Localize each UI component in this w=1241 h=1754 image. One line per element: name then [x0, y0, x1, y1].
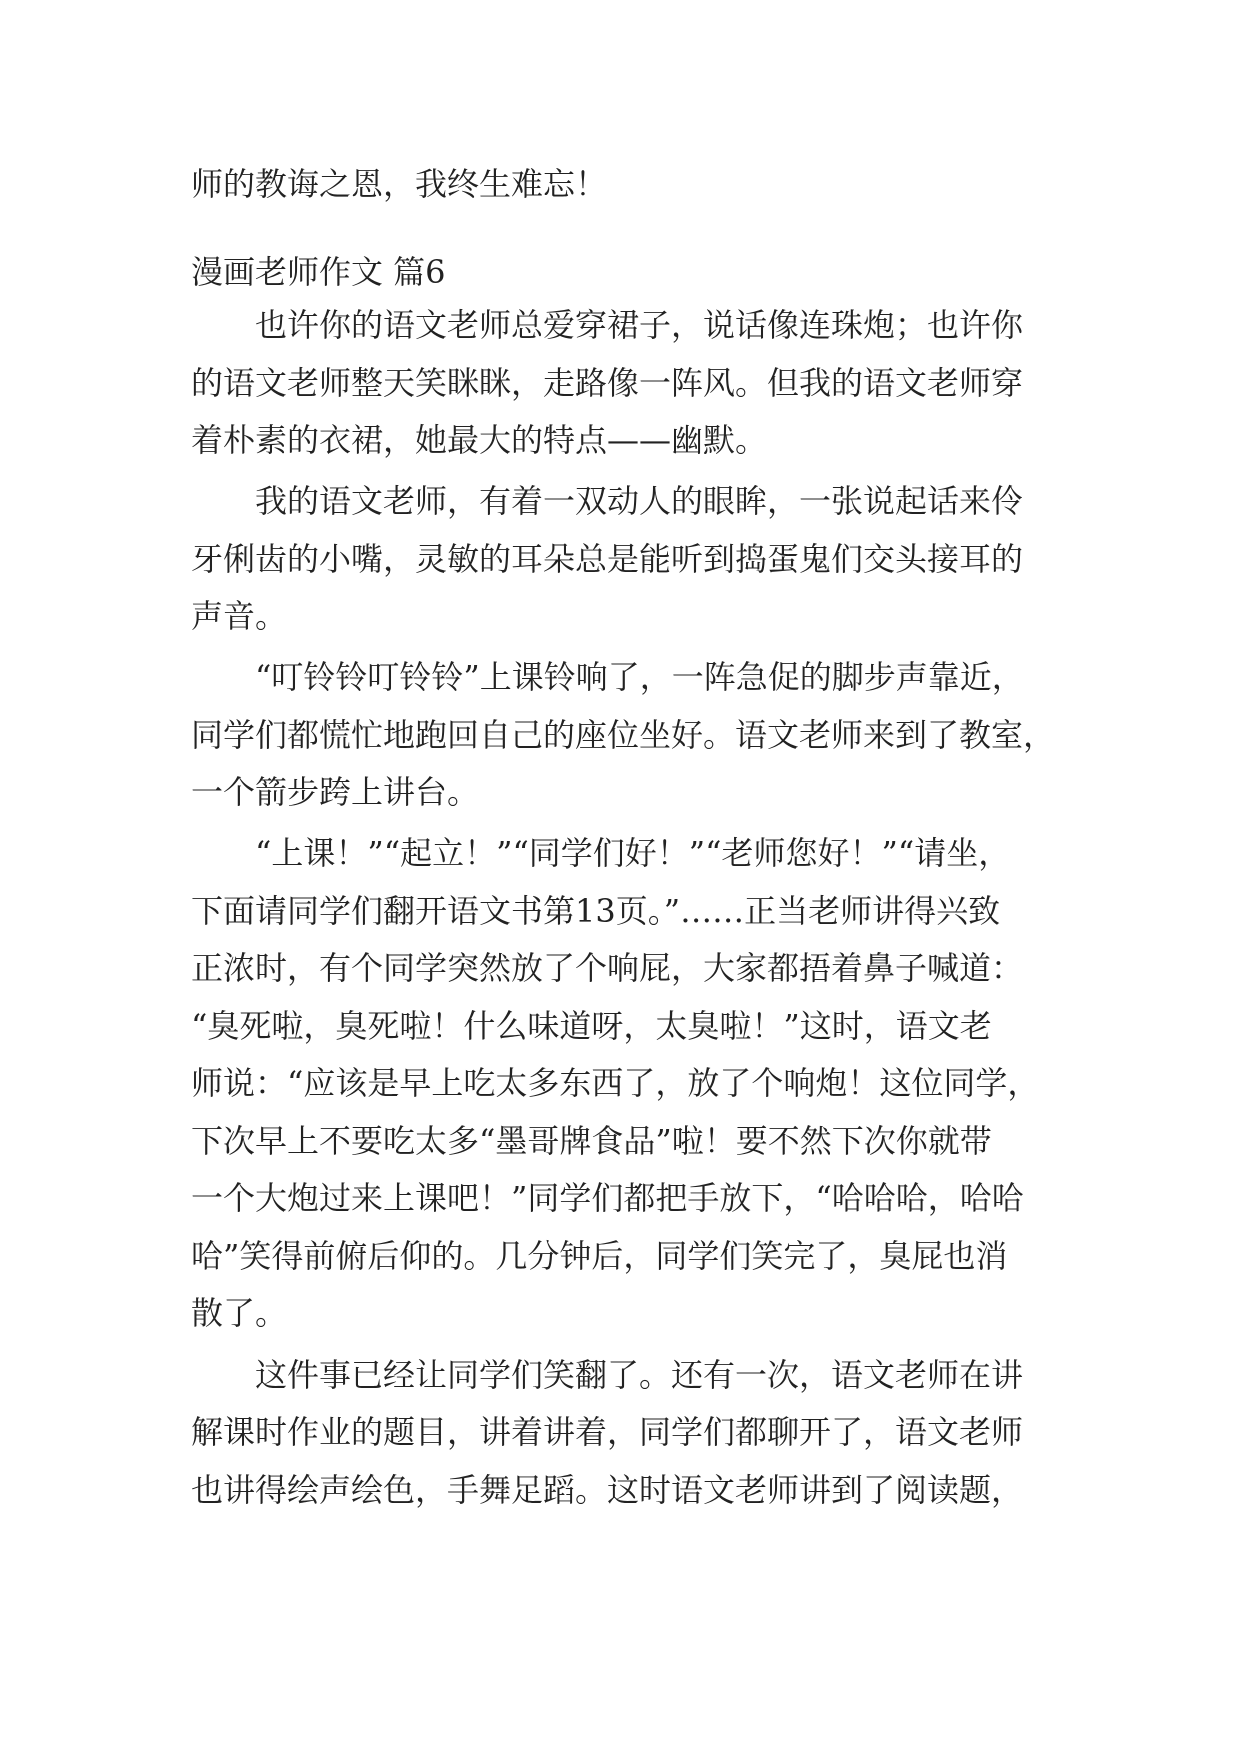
- paragraph-line: 我的语文老师，有着一双动人的眼眸，一张说起话来伶: [255, 482, 1024, 520]
- paragraph-line: 一个箭步跨上讲台。: [191, 773, 480, 811]
- paragraph-line: “叮铃铃叮铃铃”上课铃响了，一阵急促的脚步声靠近，: [255, 658, 1024, 696]
- paragraph-line: “臭死啦，臭死啦！什么味道呀，太臭啦！”这时，语文老: [191, 1007, 992, 1045]
- paragraph-line: “上课！”“起立！”“同学们好！”“老师您好！”“请坐，: [255, 834, 1011, 872]
- paragraph-line: 下面请同学们翻开语文书第13页。”……正当老师讲得兴致: [191, 892, 1001, 930]
- paragraph-line: 哈”笑得前俯后仰的。几分钟后，同学们笑完了，臭屁也消: [191, 1237, 1008, 1275]
- paragraph-line: 一个大炮过来上课吧！”同学们都把手放下，“哈哈哈，哈哈: [191, 1179, 1024, 1217]
- paragraph-line: 散了。: [191, 1294, 288, 1332]
- paragraph-line: 也讲得绘声绘色，手舞足蹈。这时语文老师讲到了阅读题，: [191, 1471, 1024, 1509]
- paragraph-line: 牙俐齿的小嘴，灵敏的耳朵总是能听到捣蛋鬼们交头接耳的: [191, 540, 1024, 578]
- section-heading: 漫画老师作文 篇6: [191, 253, 446, 291]
- text-line: 师的教诲之恩，我终生难忘！: [191, 165, 608, 203]
- paragraph-line: 声音。: [191, 597, 288, 635]
- paragraph-line: 解课时作业的题目，讲着讲着，同学们都聊开了，语文老师: [191, 1413, 1024, 1451]
- paragraph-line: 这件事已经让同学们笑翻了。还有一次，语文老师在讲: [255, 1356, 1024, 1394]
- paragraph-line: 着朴素的衣裙，她最大的特点——幽默。: [191, 421, 768, 459]
- paragraph-line: 的语文老师整天笑眯眯，走路像一阵风。但我的语文老师穿: [191, 364, 1024, 402]
- paragraph-line: 正浓时，有个同学突然放了个响屁，大家都捂着鼻子喊道：: [191, 949, 1024, 987]
- paragraph-line: 下次早上不要吃太多“墨哥牌食品”啦！要不然下次你就带: [191, 1122, 992, 1160]
- paragraph-line: 同学们都慌忙地跑回自己的座位坐好。语文老师来到了教室，: [191, 716, 1056, 754]
- paragraph-line: 也许你的语文老师总爱穿裙子，说话像连珠炮；也许你: [255, 306, 1024, 344]
- paragraph-line: 师说：“应该是早上吃太多东西了，放了个响炮！这位同学，: [191, 1064, 1040, 1102]
